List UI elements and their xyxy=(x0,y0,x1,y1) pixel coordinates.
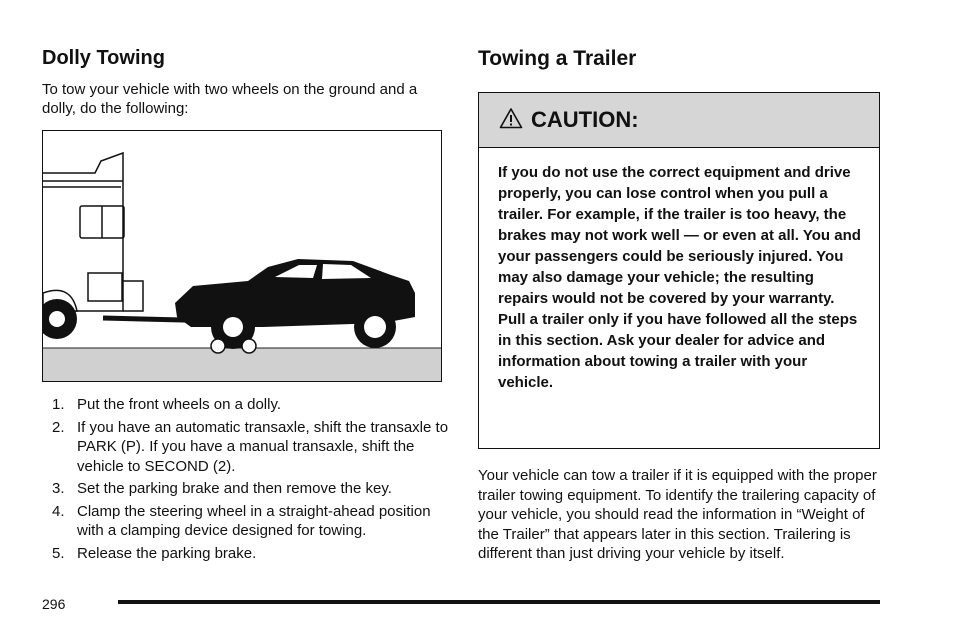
step-number: 4. xyxy=(52,502,65,520)
dolly-towing-illustration xyxy=(42,130,442,382)
dolly-intro-text: To tow your vehicle with two wheels on the ground and a dolly, do the following: xyxy=(42,81,418,117)
tow-vehicle-wheel xyxy=(43,290,77,339)
trailer-intro-paragraph: Your vehicle can tow a trailer if it is equipped with the proper trailer towing equipment. To identify the trailering capacity of your vehicle, you should read the information in “Weight of the Trailer” that appears later in this section. Trailering is different than just driving your vehicle by itself. xyxy=(478,467,877,562)
section-heading-dolly-towing: Dolly Towing xyxy=(42,47,165,69)
list-item xyxy=(52,418,452,477)
ground xyxy=(43,348,442,382)
section-heading-towing-trailer: Towing a Trailer xyxy=(478,47,637,70)
step-number: 3. xyxy=(52,480,65,497)
dolly-steps-list xyxy=(52,395,452,566)
step-text: Put the front wheels on a dolly. xyxy=(77,396,282,413)
step-number: 5. xyxy=(52,544,65,562)
step-text: Release the parking brake. xyxy=(77,544,257,562)
list-item xyxy=(52,395,452,415)
caution-title: CAUTION: xyxy=(531,107,639,132)
step-text: If you have an automatic transaxle, shift the transaxle to PARK (P). If you have a manual transaxle, shift the vehicle to SECOND (2). xyxy=(77,418,449,475)
footer-rule xyxy=(118,600,880,604)
page-number: 296 xyxy=(42,596,66,612)
warning-triangle-icon xyxy=(499,107,523,134)
towed-car-rear-wheel xyxy=(354,306,396,348)
list-item xyxy=(52,544,452,564)
tow-vehicle xyxy=(43,153,143,311)
step-number: 1. xyxy=(52,396,65,413)
step-number: 2. xyxy=(52,418,65,436)
step-text: Clamp the steering wheel in a straight-ahead position with a clamping device designed for towing. xyxy=(77,502,431,539)
list-item xyxy=(52,502,452,541)
caution-box xyxy=(478,92,880,449)
step-text: Set the parking brake and then remove the key. xyxy=(77,480,392,497)
caution-header xyxy=(479,93,879,148)
dolly-towing-drawing xyxy=(43,131,442,382)
list-item xyxy=(52,479,452,499)
caution-body-text: If you do not use the correct equipment and drive properly, you can lose control when you pull a trailer. For example, if the trailer is too heavy, the brakes may not work well — or even at all. You and your passengers could be seriously injured. You may also damage your vehicle; the resulting repairs would not be covered by your warranty. Pull a trailer only if you have followed all the steps in this section. Ask your dealer for advice and information about towing a trailer with your vehicle. xyxy=(498,164,861,391)
dolly xyxy=(211,305,256,353)
